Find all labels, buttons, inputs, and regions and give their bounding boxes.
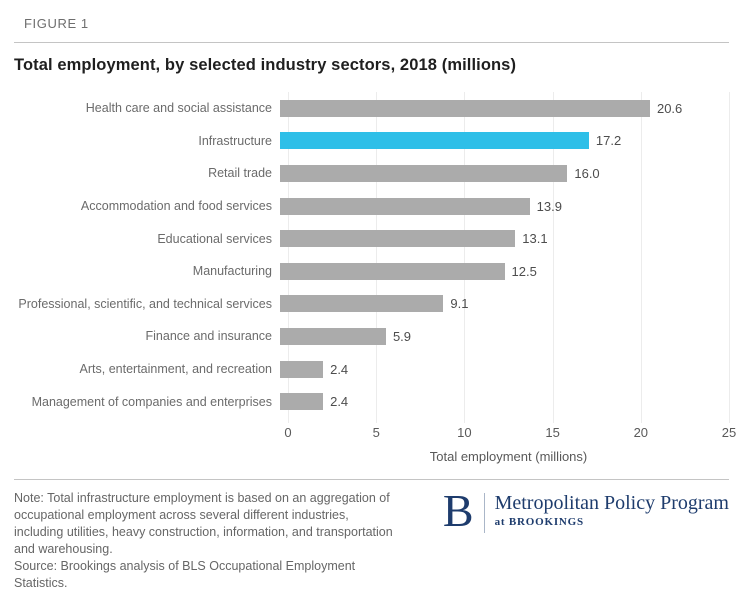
- bar-chart: [14, 92, 729, 418]
- category-label: Health care and social assistance: [85, 101, 272, 116]
- chart-row: [14, 320, 729, 353]
- x-tick-label: 0: [284, 425, 292, 440]
- chart-row: [14, 190, 729, 223]
- chart-rows: [14, 92, 729, 418]
- value-label: 2.4: [330, 394, 349, 410]
- x-tick-label: 15: [545, 425, 560, 440]
- bar: [280, 198, 530, 215]
- value-label: 2.4: [330, 361, 349, 377]
- source-text: Source: Brookings analysis of BLS Occupational Employment Statistics.: [14, 559, 356, 590]
- bar-track: [280, 328, 729, 345]
- x-tick-label: 5: [372, 425, 380, 440]
- brookings-logo: [442, 485, 729, 536]
- value-label: 12.5: [511, 263, 537, 279]
- value-label: 9.1: [450, 296, 469, 312]
- brookings-b-icon: B: [442, 485, 474, 536]
- bar-track: [280, 100, 729, 117]
- bar: [280, 361, 323, 378]
- category-label: Retail trade: [208, 166, 272, 181]
- category-label: Infrastructure: [198, 133, 272, 148]
- logo-program-name: Metropolitan Policy Program: [494, 492, 729, 514]
- value-label: 17.2: [595, 133, 622, 149]
- category-label: Finance and insurance: [145, 329, 272, 344]
- bar: [280, 393, 323, 410]
- x-axis: [284, 425, 737, 442]
- chart-row: [14, 385, 729, 418]
- chart-row: [14, 92, 729, 125]
- value-label: 13.1: [522, 231, 548, 247]
- chart-row: [14, 255, 729, 288]
- note-text: Note: Total infrastructure employment is based on an aggregation of occupational employment across several different industries, including utilities, heavy construction, information, and transportation and warehousing.: [14, 491, 393, 556]
- bar-track: [280, 132, 729, 149]
- category-label: Arts, entertainment, and recreation: [79, 362, 272, 377]
- logo-sub-name: at BROOKINGS: [494, 516, 584, 528]
- bar-track: [280, 198, 729, 215]
- value-label: 20.6: [656, 100, 683, 116]
- chart-row: [14, 353, 729, 386]
- category-label: Accommodation and food services: [80, 199, 272, 214]
- x-tick-label: 20: [633, 425, 649, 440]
- bar: [280, 165, 567, 182]
- figure-footer: [14, 479, 729, 592]
- bar-track: [280, 263, 729, 280]
- x-axis-label: Total employment (millions): [429, 449, 588, 464]
- bar-track: [280, 393, 729, 410]
- logo-divider: [484, 493, 485, 533]
- header-divider: [14, 42, 729, 43]
- bar: [280, 328, 386, 345]
- category-label: Manufacturing: [192, 264, 272, 279]
- footnote: [14, 490, 399, 592]
- category-label: Management of companies and enterprises: [31, 394, 272, 409]
- figure-label: FIGURE 1: [24, 16, 89, 31]
- bar-track: [280, 230, 729, 247]
- x-tick-label: 10: [457, 425, 472, 440]
- chart-row: [14, 125, 729, 158]
- chart-row: [14, 222, 729, 255]
- gridline: [729, 92, 730, 423]
- bar: [280, 295, 443, 312]
- x-tick-label: 25: [721, 425, 737, 440]
- category-label: Professional, scientific, and technical services: [18, 296, 272, 311]
- logo-text: [495, 491, 729, 533]
- value-label: 5.9: [392, 328, 412, 344]
- chart-title: Total employment, by selected industry sectors, 2018 (millions): [14, 56, 517, 74]
- bar: [280, 230, 515, 247]
- bar-track: [280, 361, 729, 378]
- bar-track: [280, 165, 729, 182]
- chart-row: [14, 157, 729, 190]
- bar: [280, 263, 505, 280]
- category-label: Educational services: [157, 231, 272, 246]
- bar-highlighted: [280, 132, 589, 149]
- value-label: 16.0: [574, 165, 600, 181]
- value-label: 13.9: [536, 198, 562, 214]
- chart-row: [14, 288, 729, 321]
- bar: [280, 100, 650, 117]
- bar-track: [280, 295, 729, 312]
